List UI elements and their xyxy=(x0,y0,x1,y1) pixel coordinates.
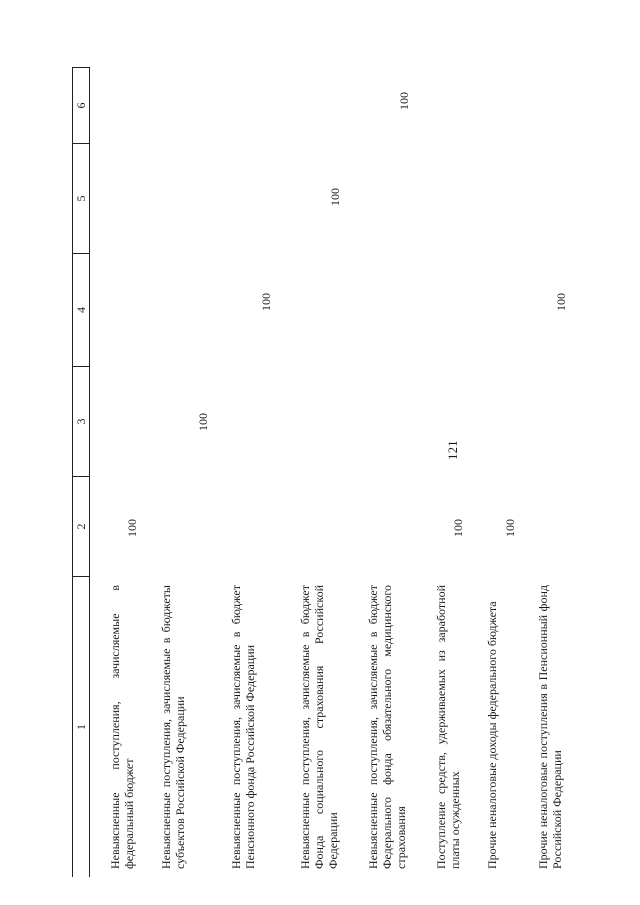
row-value: 100 xyxy=(397,92,411,110)
row-label: Невыясненные поступления, зачисляемые в бюджет Фонда социального страхования Российской Федерации xyxy=(298,585,340,869)
row-label: Поступление средств, удерживаемых из заработной платы осужденных xyxy=(434,585,462,869)
row-label: Невыясненные поступления, зачисляемые в федеральный бюджет xyxy=(108,585,136,869)
page-number: 121 xyxy=(446,440,460,460)
header-col-4: 4 xyxy=(73,254,89,367)
row-label: Невыясненные поступления, зачисляемые в бюджет Федерального фонда обязательного медицинского страхования xyxy=(366,585,408,869)
rotated-table xyxy=(72,67,592,877)
header-col-6: 6 xyxy=(73,67,89,144)
header-col-5: 5 xyxy=(73,144,89,254)
row-value: 100 xyxy=(503,519,517,537)
row-label: Невыясненные поступления, зачисляемые в бюджеты субъектов Российской Федерации xyxy=(159,585,187,869)
row-label: Невыясненные поступления, зачисляемые в бюджет Пенсионного фонда Российской Федерации xyxy=(229,585,257,869)
header-col-1: 1 xyxy=(74,724,88,730)
row-value: 100 xyxy=(554,293,568,311)
row-value: 100 xyxy=(125,519,139,537)
header-col-2: 2 xyxy=(73,477,89,577)
table-header-row xyxy=(72,67,90,877)
row-label: Прочие неналоговые доходы федерального бюджета xyxy=(485,601,499,869)
header-col-3: 3 xyxy=(73,367,89,477)
row-value: 100 xyxy=(259,293,273,311)
row-label: Прочие неналоговые поступления в Пенсионный фонд Российской Федерации xyxy=(536,585,564,869)
row-value: 100 xyxy=(196,413,210,431)
row-value: 100 xyxy=(328,188,342,206)
row-value: 100 xyxy=(451,519,465,537)
